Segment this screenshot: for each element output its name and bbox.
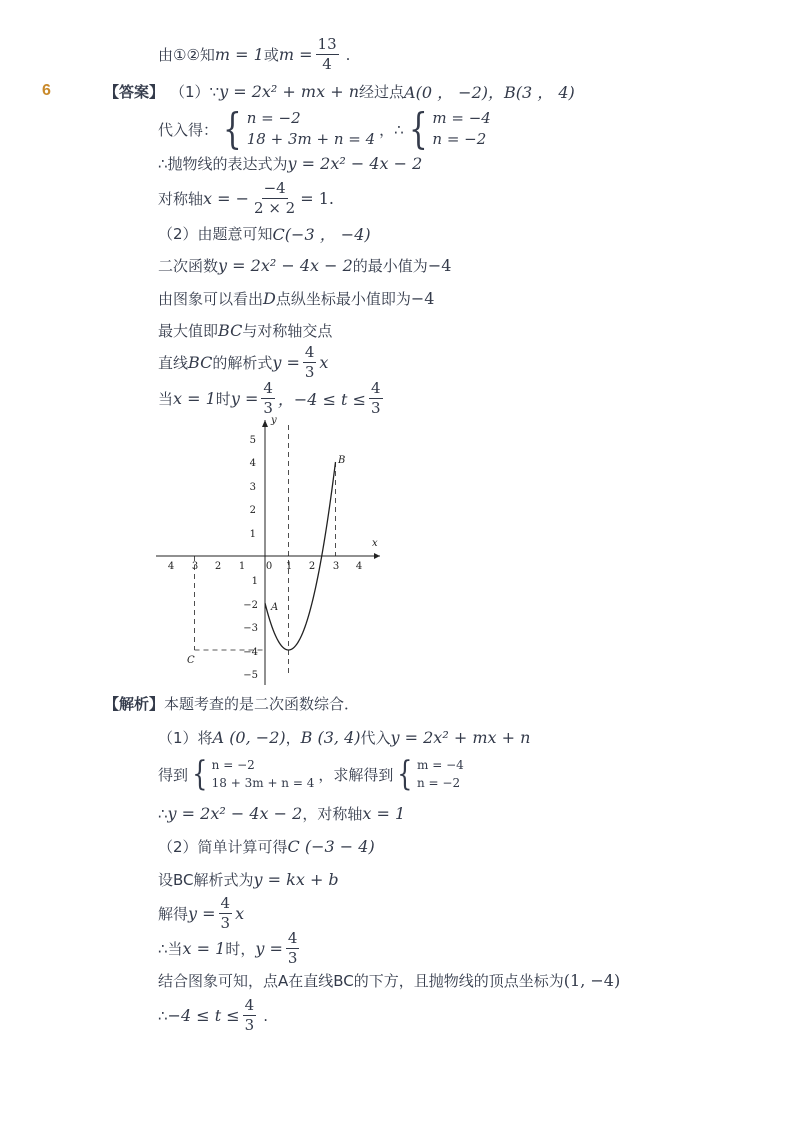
graph-observation-line	[158, 288, 434, 309]
analysis-when-text: 时，	[225, 940, 256, 958]
analysis-expression: y = 2x² − 4x − 2	[167, 804, 303, 823]
analysis-expression-line	[158, 803, 405, 824]
t-range: ，−4 ≤ t ≤	[277, 390, 366, 409]
point-D-label: D	[263, 289, 276, 308]
answer-tag: 【答案】	[104, 83, 165, 101]
point-C-label: C	[187, 655, 195, 666]
combine-text: 结合图象可知，点A在直线BC的下方，且抛物线的顶点坐标为	[158, 972, 564, 990]
y-tick: 5	[249, 435, 256, 446]
left-brace: {	[397, 754, 413, 794]
m-value-2-lhs: m =	[278, 45, 313, 64]
axis-rhs: = 1.	[300, 189, 334, 208]
axis-prefix: 对称轴	[158, 190, 204, 208]
minimum-prefix: 二次函数	[158, 257, 219, 275]
line-lhs: y =	[272, 353, 300, 372]
analysis-combine-line	[158, 970, 620, 991]
conclusion-prefix: 由①②知	[158, 46, 215, 64]
x-tick: 1	[285, 561, 293, 572]
equation-system-1: n = −2 18 + 3m + n = 4	[246, 109, 376, 148]
analysis-when-line	[158, 930, 302, 967]
minimum-value: −4	[427, 256, 452, 275]
solve-lhs: y =	[188, 904, 216, 923]
analysis-p1-prefix: （1）将	[158, 729, 213, 747]
line-text: 的解析式	[212, 354, 273, 372]
substitute-line	[158, 104, 491, 153]
graph-prefix: 由图象可以看出	[158, 290, 264, 308]
substitute-label: 代入得：	[158, 120, 219, 139]
analysis-when-x: x = 1	[182, 939, 226, 958]
t-range-fraction: $\frac{4}{3}$	[370, 379, 381, 417]
maximum-text: 与对称轴交点	[242, 322, 333, 340]
equation-system-2: m = −4 n = −2	[432, 109, 491, 148]
period: .	[263, 1006, 268, 1025]
quadratic-eq: y = 2x² − 4x − 2	[218, 256, 353, 275]
line-slope-fraction: $\frac{4}{3}$	[304, 343, 315, 381]
x-tick: 1	[238, 561, 246, 572]
final-range: −4 ≤ t ≤	[167, 1006, 240, 1025]
when-x-1-line	[158, 380, 386, 417]
analysis-part1-line: （1）将 A (0, −2) ， B (3, 4) 代入 y = 2x² + mx + n	[158, 728, 531, 747]
axis-of-symmetry-line	[158, 180, 334, 217]
origin-label: 0	[265, 561, 273, 572]
minimum-text: 的最小值为	[352, 257, 428, 275]
fraction-13-4: $\frac{13}{4}$	[317, 35, 337, 73]
period: .	[345, 45, 351, 64]
analysis-axis-value: x = 1	[362, 804, 406, 823]
left-brace: {	[192, 754, 208, 794]
y-tick: 4	[249, 458, 256, 469]
when-text: 时	[215, 390, 231, 408]
analysis-point-C: C (−3 − 4)	[287, 837, 375, 856]
question-number: 6	[42, 82, 51, 99]
passes-through-text: 经过点	[359, 83, 405, 101]
final-fraction: $\frac{4}{3}$	[244, 996, 255, 1034]
line-BC-equation	[158, 344, 328, 381]
x-tick: 4	[355, 561, 363, 572]
graph-value: −4	[410, 289, 435, 308]
points-A-B: A(0 ， −2)，B(3 ， 4)	[404, 83, 575, 102]
point-C: C(−3 ， −4)	[272, 225, 371, 244]
conclusion-line	[158, 36, 350, 73]
x-tick: 4	[167, 561, 175, 572]
left-brace: {	[223, 104, 242, 153]
or-text: 或	[263, 46, 279, 64]
analysis-system-2: m = −4 n = −2	[417, 758, 464, 790]
when-x: x = 1	[173, 389, 216, 408]
when-fraction: $\frac{4}{3}$	[263, 379, 273, 417]
axis-fraction: $\frac{-4}{2 \times 2}$	[254, 179, 296, 217]
parabola-graph	[150, 415, 390, 687]
analysis-part2-line	[158, 836, 375, 857]
point-B-label: B	[338, 455, 346, 466]
parabola-expression: y = 2x² − 4x − 2	[287, 154, 423, 173]
y-tick: −5	[243, 670, 258, 681]
x-tick: 2	[214, 561, 222, 572]
x-tick: 3	[191, 561, 199, 572]
graph-text: 点纵坐标最小值即为	[275, 290, 411, 308]
y-tick: 2	[249, 505, 256, 516]
y-tick: 3	[249, 482, 256, 493]
analysis-when-prefix: ∴当	[158, 940, 183, 958]
analysis-solve-line	[158, 895, 244, 932]
therefore-symbol: ∴	[158, 1006, 168, 1025]
when-prefix: 当	[158, 390, 174, 408]
expression-prefix: ∴抛物线的表达式为	[158, 155, 288, 173]
y-axis-arrow-icon	[262, 420, 268, 427]
vertex-coordinates: (1, −4)	[563, 971, 621, 990]
solve-label: ，求解得到	[318, 765, 394, 784]
therefore-separator: ，∴	[379, 120, 404, 139]
analysis-p2-prefix: （2）简单计算可得	[158, 838, 288, 856]
y-axis-label: y	[271, 415, 277, 426]
get-label: 得到	[158, 765, 189, 784]
point-A-label: A	[271, 602, 279, 613]
analysis-system-1: n = −2 18 + 3m + n = 4	[211, 758, 315, 790]
analysis-when-y: y =	[255, 939, 283, 958]
when-y: y =	[230, 389, 259, 408]
part2-line	[158, 222, 371, 245]
y-tick: 1	[251, 576, 258, 587]
x-axis-arrow-icon	[374, 553, 380, 559]
part1-intro: （1）∵	[170, 83, 220, 101]
axis-lhs: x = −	[203, 189, 250, 208]
analysis-set-line	[158, 869, 339, 890]
answer-part1-line	[104, 80, 575, 103]
analysis-intro-line	[104, 693, 359, 714]
analysis-final-line	[158, 997, 268, 1034]
parabola-general-eq: y = 2x² + mx + n	[219, 82, 359, 101]
part2-prefix: （2）由题意可知	[158, 225, 273, 243]
analysis-substitute-text: 代入	[360, 729, 391, 747]
maximum-prefix: 最大值即	[158, 322, 219, 340]
line-BC-label: BC	[188, 353, 213, 372]
solve-fraction: $\frac{4}{3}$	[220, 894, 231, 932]
y-tick: 1	[249, 529, 256, 540]
left-brace: {	[408, 104, 428, 153]
x-axis-label: x	[372, 538, 378, 549]
y-tick: −4	[243, 647, 258, 658]
line-BC-label: BC	[218, 321, 243, 340]
line-var: x	[319, 353, 329, 372]
set-prefix: 设BC解析式为	[158, 871, 254, 889]
x-tick: 3	[332, 561, 340, 572]
line-prefix: 直线	[158, 354, 189, 372]
expression-line	[158, 153, 422, 174]
analysis-axis-text: ，对称轴	[302, 805, 363, 823]
x-tick: 2	[308, 561, 316, 572]
maximum-line	[158, 320, 332, 341]
y-tick: −2	[243, 600, 258, 611]
y-tick: −3	[243, 623, 258, 634]
analysis-point-B: B (3, 4)	[300, 728, 361, 747]
set-equation: y = kx + b	[253, 870, 339, 889]
analysis-intro: 本题考查的是二次函数综合．	[164, 695, 360, 713]
analysis-when-fraction: $\frac{4}{3}$	[287, 929, 298, 967]
therefore-symbol: ∴	[158, 804, 168, 823]
m-value-1: m = 1	[214, 45, 264, 64]
solve-prefix: 解得	[158, 905, 189, 923]
analysis-general-eq: y = 2x² + mx + n	[390, 728, 531, 747]
minimum-line	[158, 255, 451, 276]
analysis-system-line	[158, 756, 464, 792]
analysis-tag: 【解析】	[104, 695, 165, 713]
analysis-point-A: A (0, −2)	[212, 728, 286, 747]
solve-var: x	[235, 904, 245, 923]
